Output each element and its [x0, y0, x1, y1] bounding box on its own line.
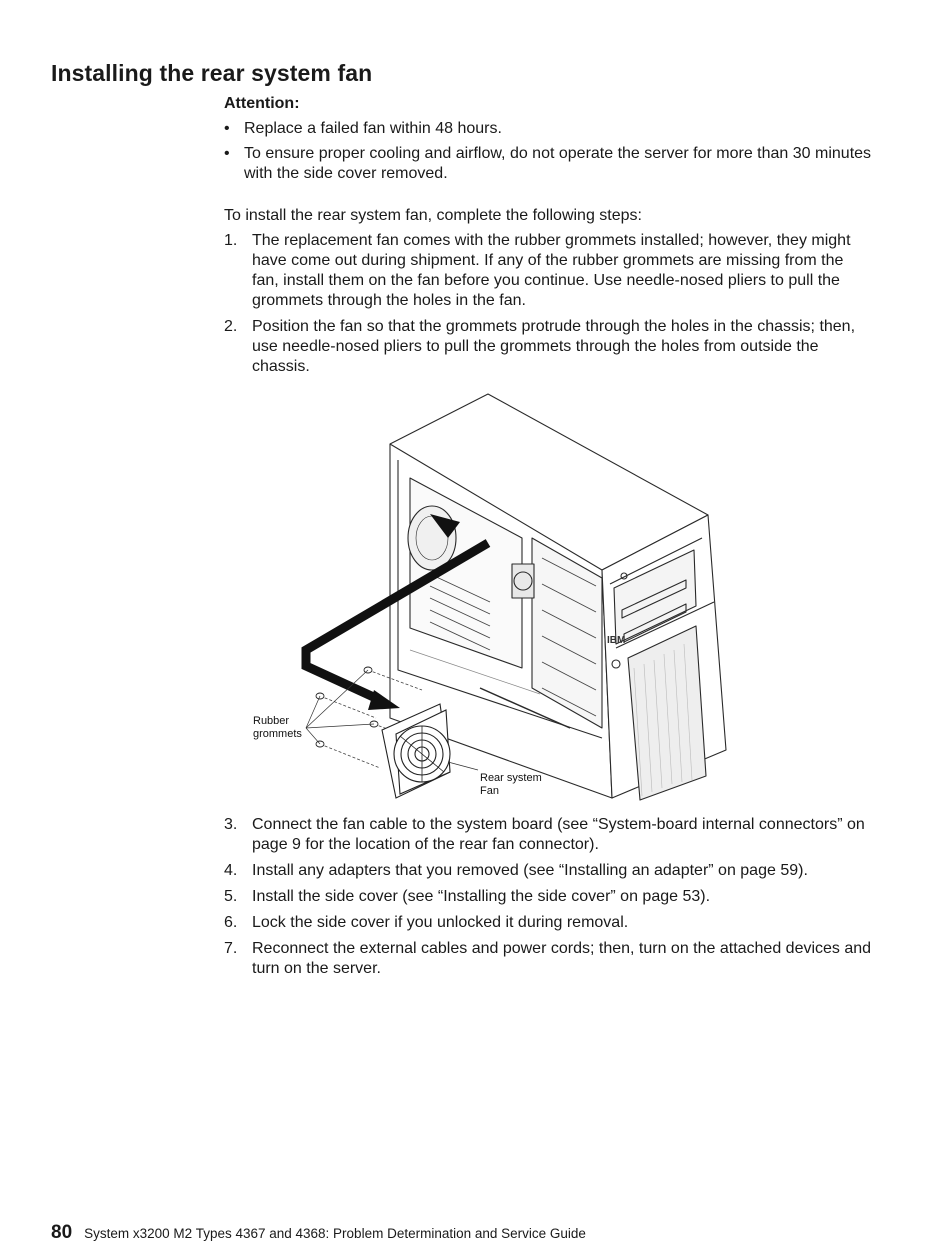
step-item	[224, 913, 874, 933]
page-number: 80	[51, 1222, 73, 1243]
list-item-text: Replace a failed fan within 48 hours.	[244, 120, 502, 137]
steps-list	[224, 231, 874, 383]
step-number: 3.	[224, 816, 238, 833]
server-illustration	[250, 388, 740, 808]
brand-label: IBM	[607, 635, 626, 646]
step-item	[224, 887, 874, 907]
step-text: Position the fan so that the grommets protrude through the holes in the chassis; then, use needle-nosed pliers to pull the grommets through the holes from outside the chassis.	[252, 318, 856, 375]
step-number: 5.	[224, 888, 238, 905]
step-number: 1.	[224, 232, 238, 249]
fan-label-line1: Rear system	[480, 772, 542, 784]
attention-list	[224, 119, 874, 189]
bullet-marker: •	[224, 120, 230, 137]
step-text: Install any adapters that you removed (see “Installing an adapter” on page 59).	[252, 862, 808, 879]
step-number: 6.	[224, 914, 238, 931]
step-number: 7.	[224, 940, 238, 957]
step-text: The replacement fan comes with the rubber grommets installed; however, they might have come out during shipment. If any of the rubber grommets are missing from the fan, install them on the fan before you continue. Use needle-nosed pliers to pull the grommets through the holes in the fan.	[252, 232, 851, 309]
page-title: Installing the rear system fan	[51, 60, 373, 86]
list-item	[224, 119, 874, 139]
grommets-label-line1: Rubber	[253, 715, 290, 727]
grommets-label-line2: grommets	[253, 728, 302, 740]
step-text: Install the side cover (see “Installing the side cover” on page 53).	[252, 888, 711, 905]
step-item	[224, 939, 874, 979]
list-item-text: To ensure proper cooling and airflow, do not operate the server for more than 30 minutes with the side cover removed.	[244, 145, 872, 182]
fan-installation-figure	[250, 388, 740, 808]
attention-label: Attention:	[224, 95, 300, 112]
footer-text: System x3200 M2 Types 4367 and 4368: Problem Determination and Service Guide	[84, 1226, 586, 1241]
step-text: Reconnect the external cables and power cords; then, turn on the attached devices and turn on the server.	[252, 940, 872, 977]
step-item	[224, 815, 874, 855]
step-text: Connect the fan cable to the system board (see “System-board internal connectors” on page 9 for the location of the rear fan connector).	[252, 816, 865, 853]
fan-label-line2: Fan	[480, 785, 499, 797]
steps-intro: To install the rear system fan, complete the following steps:	[224, 207, 642, 224]
step-number: 4.	[224, 862, 238, 879]
step-item	[224, 861, 874, 881]
step-item	[224, 231, 874, 311]
step-text: Lock the side cover if you unlocked it during removal.	[252, 914, 629, 931]
front-mesh	[628, 626, 706, 800]
list-item	[224, 144, 874, 184]
rear-system-fan	[382, 704, 450, 798]
step-number: 2.	[224, 318, 238, 335]
bullet-marker: •	[224, 145, 230, 162]
step-item	[224, 317, 874, 377]
page-footer	[51, 1222, 586, 1244]
steps-list-continued	[224, 815, 874, 985]
